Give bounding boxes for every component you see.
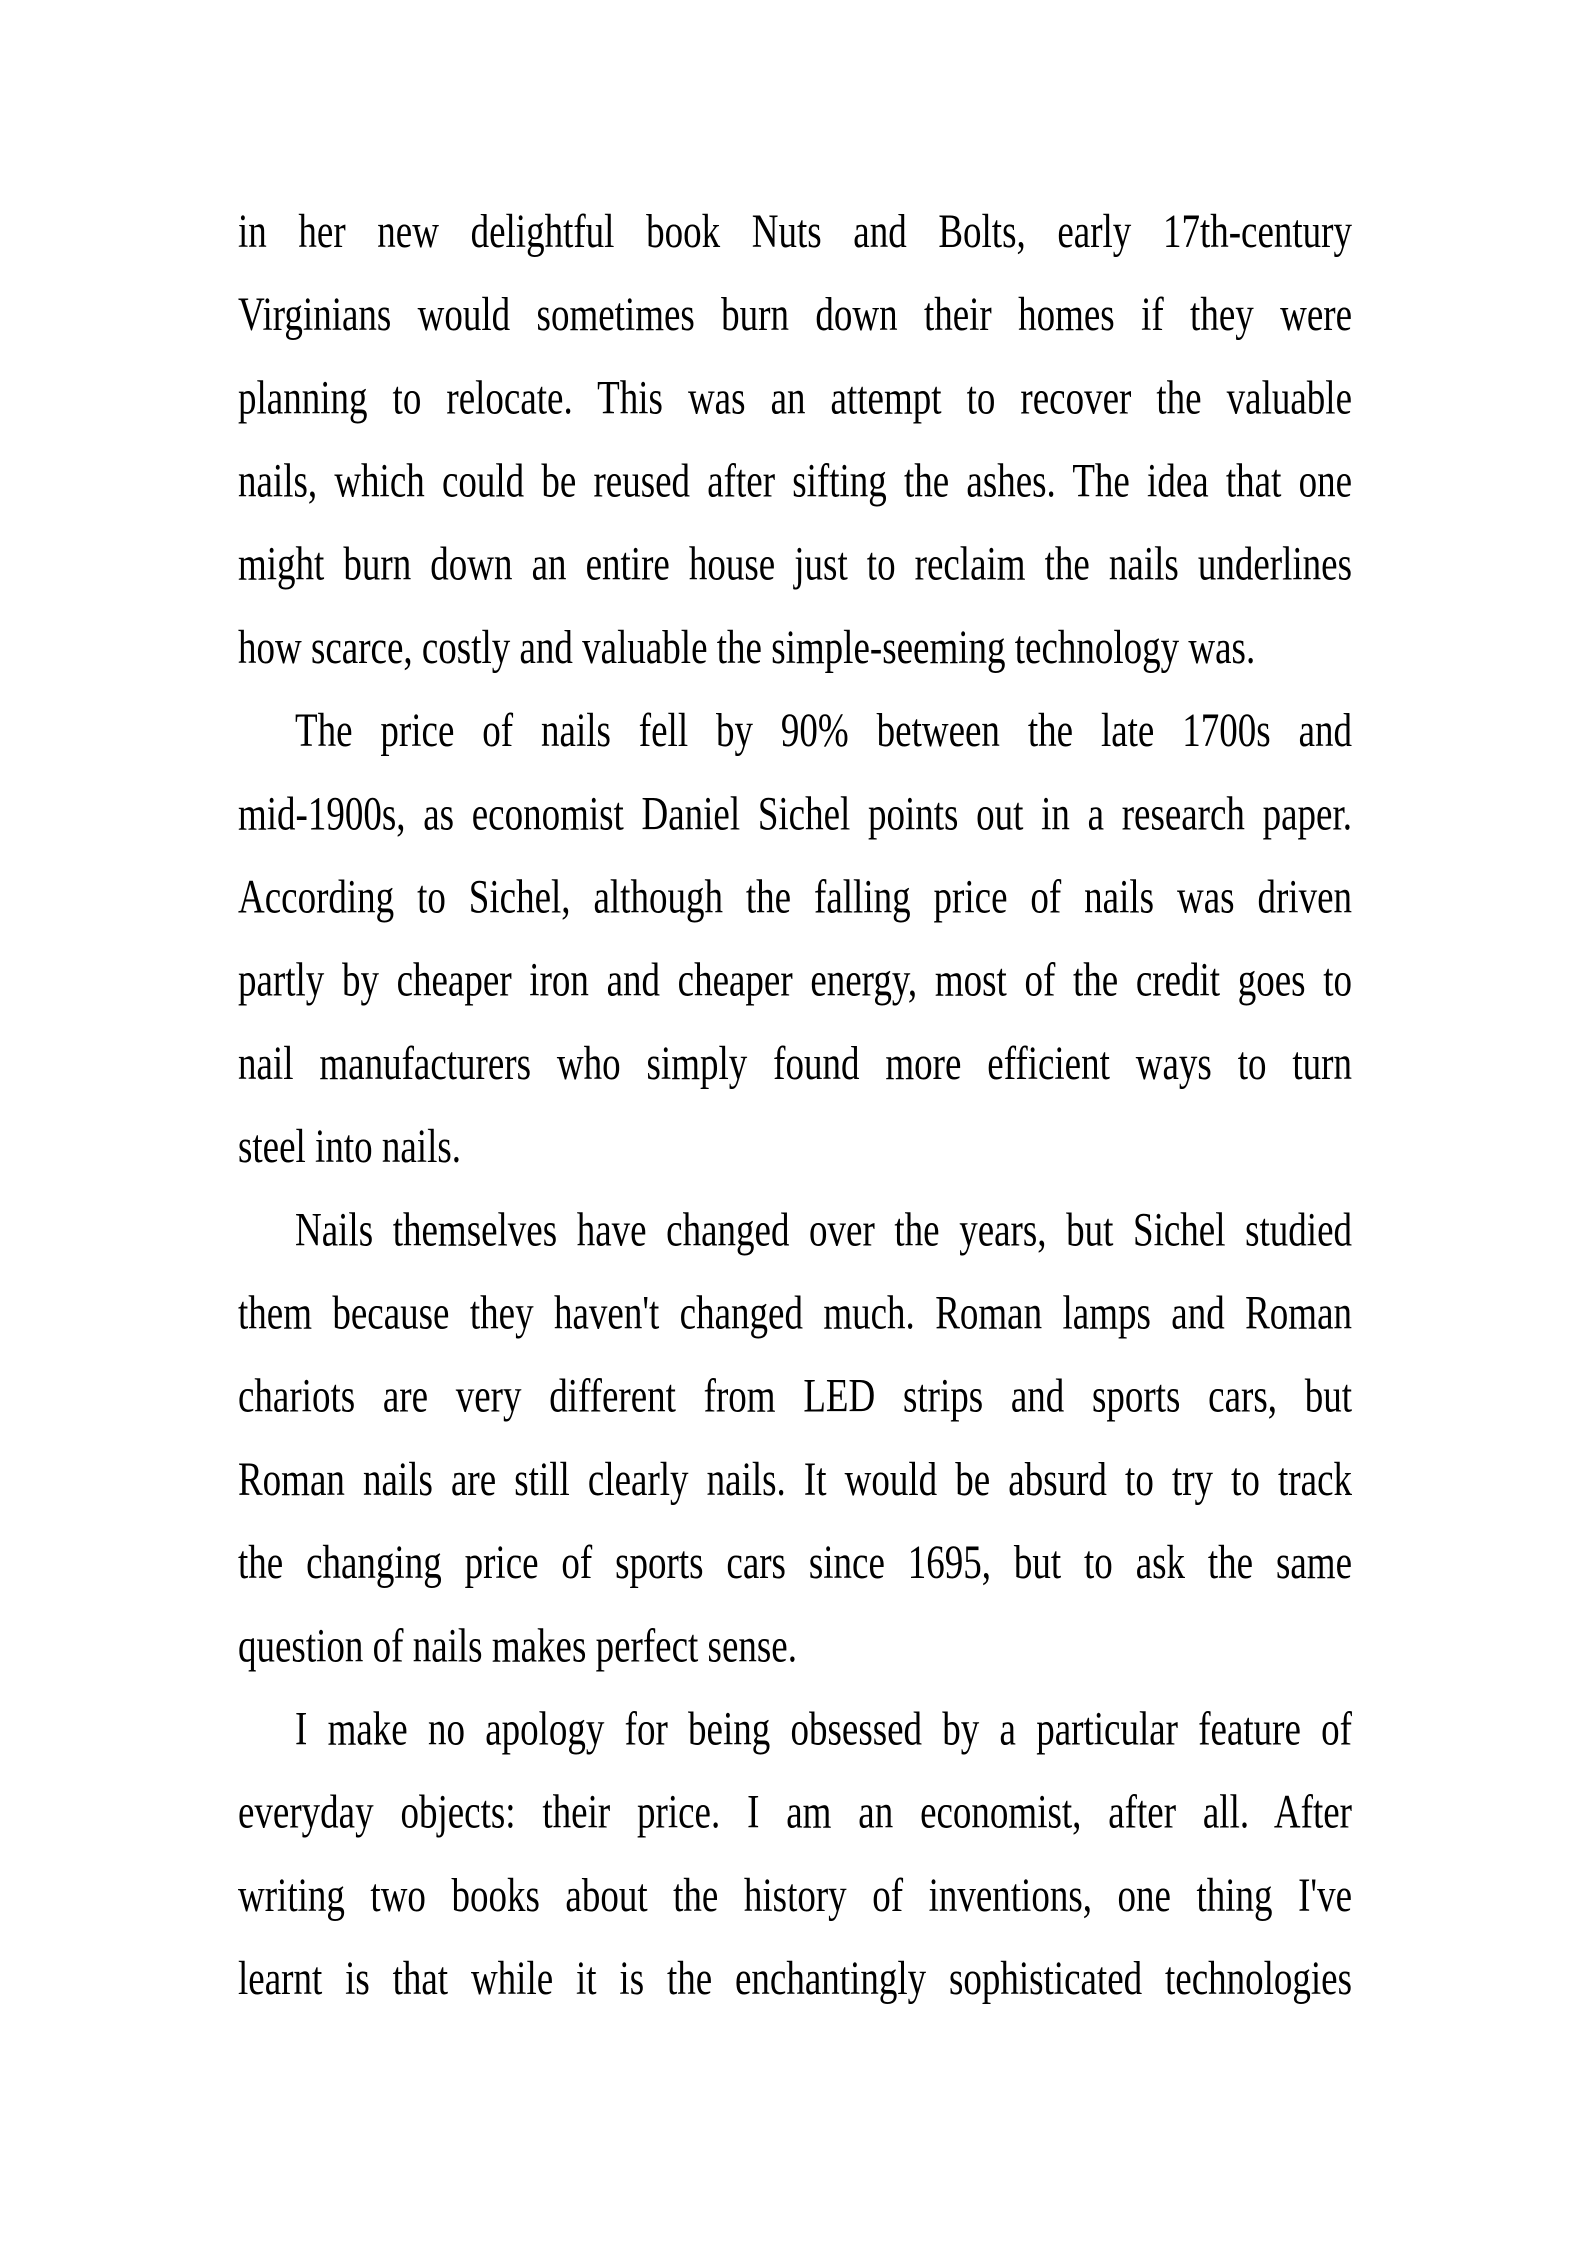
text-line: Roman nails are still clearly nails. It would be absurd to try to track bbox=[238, 1453, 1352, 1507]
text-line: question of nails makes perfect sense. bbox=[238, 1619, 797, 1673]
text-line: steel into nails. bbox=[238, 1120, 461, 1174]
text-line: how scarce, costly and valuable the simple-seeming technology was. bbox=[238, 621, 1256, 675]
text-line: everyday objects: their price. I am an economist, after all. After bbox=[238, 1786, 1352, 1840]
body-text bbox=[238, 191, 1352, 2021]
text-line: writing two books about the history of inventions, one thing I've bbox=[238, 1869, 1352, 1923]
text-line: According to Sichel, although the falling price of nails was driven bbox=[238, 870, 1352, 925]
paragraph bbox=[238, 1689, 1352, 2022]
text-line: planning to relocate. This was an attempt to recover the valuable bbox=[238, 371, 1352, 425]
text-line: nail manufacturers who simply found more efficient ways to turn bbox=[238, 1037, 1352, 1091]
text-line: I make no apology for being obsessed by a particular feature of bbox=[295, 1702, 1352, 1757]
text-line: The price of nails fell by 90% between the late 1700s and bbox=[295, 704, 1352, 758]
text-line: them because they haven't changed much. Roman lamps and Roman bbox=[238, 1286, 1352, 1341]
text-line: partly by cheaper iron and cheaper energy, most of the credit goes to bbox=[238, 954, 1352, 1008]
text-line: mid-1900s, as economist Daniel Sichel points out in a research paper. bbox=[238, 787, 1352, 841]
text-line: Virginians would sometimes burn down their homes if they were bbox=[238, 288, 1352, 342]
paragraph bbox=[238, 690, 1352, 1189]
text-line: chariots are very different from LED strips and sports cars, but bbox=[238, 1370, 1352, 1424]
text-line: might burn down an entire house just to reclaim the nails underlines bbox=[238, 538, 1352, 592]
text-line: learnt is that while it is the enchantingly sophisticated technologies bbox=[238, 1952, 1352, 2006]
text-line: nails, which could be reused after sifting the ashes. The idea that one bbox=[238, 454, 1352, 509]
text-line: in her new delightful book Nuts and Bolts, early 17th-century bbox=[238, 205, 1352, 259]
paragraph bbox=[238, 191, 1352, 690]
paragraph bbox=[238, 1189, 1352, 1688]
text-line: the changing price of sports cars since 1695, but to ask the same bbox=[238, 1536, 1352, 1590]
text-line: Nails themselves have changed over the years, but Sichel studied bbox=[295, 1203, 1352, 1257]
